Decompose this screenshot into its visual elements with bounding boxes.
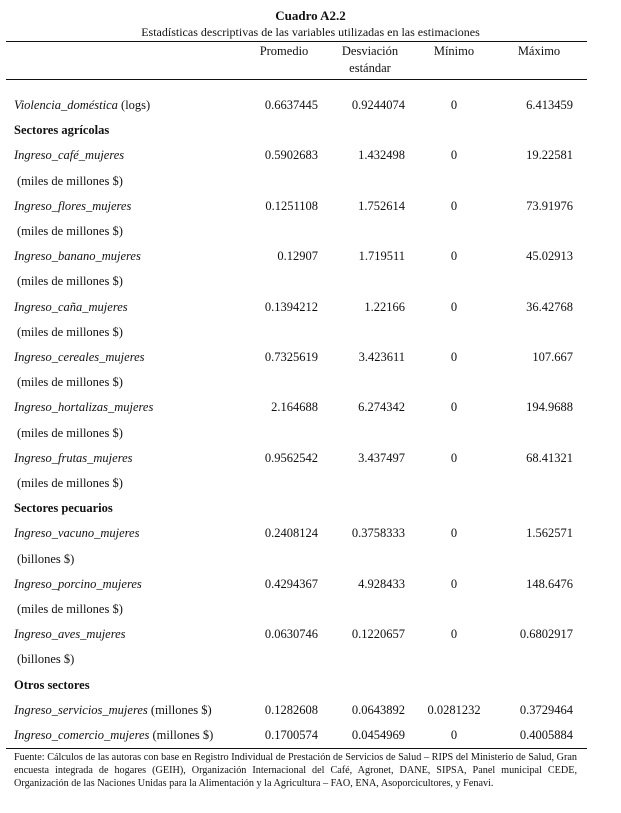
variable-unit: (billones $) <box>17 652 75 666</box>
variable-label <box>14 574 142 594</box>
cell-mean: 0.4294367 <box>264 577 318 591</box>
cell-max: 148.6476 <box>526 577 573 591</box>
variable-label <box>14 624 126 644</box>
table-row <box>0 145 621 165</box>
variable-label <box>14 700 212 720</box>
variable-unit: (miles de millones $) <box>17 325 123 339</box>
cell-sd: 1.719511 <box>358 249 405 263</box>
table-row <box>0 95 621 115</box>
table-row <box>0 700 621 720</box>
cell-sd: 0.0454969 <box>351 728 405 742</box>
cell-max: 73.91976 <box>526 199 573 213</box>
variable-name: Ingreso_flores_mujeres <box>14 199 132 213</box>
variable-unit: (billones $) <box>17 552 75 566</box>
table-row <box>0 347 621 367</box>
variable-label <box>14 246 141 266</box>
variable-label <box>14 145 124 165</box>
variable-unit: (miles de millones $) <box>17 274 123 288</box>
variable-name: Ingreso_aves_mujeres <box>14 627 126 641</box>
variable-label <box>14 725 213 745</box>
cell-sd: 4.928433 <box>358 577 405 591</box>
variable-name: Ingreso_café_mujeres <box>14 148 125 162</box>
top-rule <box>6 41 587 42</box>
cell-max: 6.413459 <box>526 98 573 112</box>
variable-name: Ingreso_vacuno_mujeres <box>14 526 140 540</box>
table-row <box>0 574 621 594</box>
cell-min: 0 <box>450 451 458 465</box>
cell-min: 0 <box>450 577 458 591</box>
cell-max: 0.6802917 <box>519 627 573 641</box>
col-header-mean: Promedio <box>259 44 309 58</box>
unit-row <box>0 372 621 392</box>
variable-unit: (miles de millones $) <box>17 224 123 238</box>
cell-min: 0 <box>450 300 458 314</box>
table-row <box>0 297 621 317</box>
unit-row <box>0 649 621 669</box>
cell-mean: 0.1251108 <box>265 199 318 213</box>
variable-name: Ingreso_servicios_mujeres <box>14 703 148 717</box>
cell-max: 194.9688 <box>526 400 573 414</box>
cell-sd: 6.274342 <box>358 400 405 414</box>
cell-sd: 0.9244074 <box>351 98 405 112</box>
section-header-row <box>0 498 621 518</box>
section-label: Otros sectores <box>14 678 90 692</box>
cell-min: 0 <box>450 526 458 540</box>
unit-row <box>0 423 621 443</box>
variable-suffix: (millones $) <box>149 728 214 742</box>
cell-mean: 0.2408124 <box>264 526 318 540</box>
cell-sd: 1.22166 <box>364 300 405 314</box>
cell-mean: 0.6637445 <box>264 98 318 112</box>
cell-mean: 0.5902683 <box>264 148 318 162</box>
col-header-max: Máximo <box>517 44 561 58</box>
col-header-sd-line2: estándar <box>349 61 391 75</box>
table-title: Cuadro A2.2 <box>275 8 346 23</box>
unit-row <box>0 221 621 241</box>
variable-label <box>14 347 145 367</box>
cell-mean: 0.1700574 <box>264 728 318 742</box>
col-header-min: Mínimo <box>433 44 475 58</box>
cell-mean: 0.1282608 <box>264 703 318 717</box>
unit-row <box>0 599 621 619</box>
variable-name: Violencia_doméstica <box>14 98 118 112</box>
variable-name: Ingreso_cereales_mujeres <box>14 350 145 364</box>
cell-min: 0 <box>450 148 458 162</box>
variable-name: Ingreso_caña_mujeres <box>14 300 128 314</box>
variable-unit: (miles de millones $) <box>17 426 123 440</box>
cell-min: 0 <box>450 350 458 364</box>
variable-suffix: (millones $) <box>147 703 212 717</box>
variable-unit: (miles de millones $) <box>17 602 123 616</box>
variable-suffix: (logs) <box>117 98 151 112</box>
cell-max: 68.41321 <box>526 451 573 465</box>
cell-mean: 0.7325619 <box>264 350 318 364</box>
variable-label <box>14 297 128 317</box>
section-header-row <box>0 675 621 695</box>
variable-label <box>14 523 139 543</box>
cell-sd: 3.437497 <box>358 451 405 465</box>
variable-label <box>14 95 150 115</box>
cell-min: 0 <box>450 400 458 414</box>
cell-sd: 1.432498 <box>358 148 405 162</box>
header-rule <box>6 79 587 80</box>
cell-max: 0.3729464 <box>519 703 573 717</box>
table-row <box>0 246 621 266</box>
bottom-rule <box>6 748 587 749</box>
cell-sd: 0.1220657 <box>351 627 405 641</box>
table-row <box>0 725 621 745</box>
cell-max: 0.4005884 <box>519 728 573 742</box>
variable-label <box>14 448 133 468</box>
table-row <box>0 523 621 543</box>
unit-row <box>0 271 621 291</box>
section-header-row <box>0 120 621 140</box>
variable-name: Ingreso_hortalizas_mujeres <box>14 400 154 414</box>
cell-min: 0 <box>450 728 458 742</box>
variable-name: Ingreso_banano_mujeres <box>14 249 141 263</box>
cell-min: 0 <box>450 627 458 641</box>
cell-mean: 0.12907 <box>277 249 318 263</box>
cell-max: 36.42768 <box>526 300 573 314</box>
cell-min: 0.0281232 <box>427 703 481 717</box>
cell-max: 1.562571 <box>526 526 573 540</box>
variable-unit: (miles de millones $) <box>17 375 123 389</box>
table-row <box>0 397 621 417</box>
col-header-sd-line1: Desviación <box>341 44 399 58</box>
table-row <box>0 448 621 468</box>
variable-label <box>14 397 153 417</box>
cell-mean: 0.1394212 <box>264 300 318 314</box>
table-row <box>0 624 621 644</box>
variable-unit: (miles de millones $) <box>17 174 123 188</box>
cell-sd: 3.423611 <box>358 350 405 364</box>
cell-mean: 0.0630746 <box>264 627 318 641</box>
cell-sd: 1.752614 <box>358 199 405 213</box>
cell-min: 0 <box>450 199 458 213</box>
cell-mean: 0.9562542 <box>264 451 318 465</box>
cell-sd: 0.0643892 <box>351 703 405 717</box>
cell-max: 107.667 <box>532 350 573 364</box>
variable-name: Ingreso_comercio_mujeres <box>14 728 150 742</box>
section-label: Sectores pecuarios <box>14 501 113 515</box>
cell-min: 0 <box>450 249 458 263</box>
source-note: Fuente: Cálculos de las autoras con base en Registro Individual de Prestación de Servicios de Salud – RIPS del Ministerio de Salud, Gran encuesta integrada de hogares (GEIH), Organización Internacional del Café, Agronet, DANE, SIPSA, Panel municipal CEDE, Organización de las Naciones Unidas para la Alimentación y la Agricultura – FAO, ENA, Asoporcicultores, y Fenavi. <box>14 752 577 789</box>
col-header-sd <box>330 43 410 77</box>
cell-max: 19.22581 <box>526 148 573 162</box>
variable-unit: (miles de millones $) <box>17 476 123 490</box>
variable-name: Ingreso_porcino_mujeres <box>14 577 142 591</box>
unit-row <box>0 473 621 493</box>
table-subtitle: Estadísticas descriptivas de las variables utilizadas en las estimaciones <box>141 25 480 39</box>
variable-label <box>14 196 131 216</box>
variable-name: Ingreso_frutas_mujeres <box>14 451 133 465</box>
unit-row <box>0 549 621 569</box>
cell-min: 0 <box>450 98 458 112</box>
section-label: Sectores agrícolas <box>14 123 110 137</box>
cell-sd: 0.3758333 <box>351 526 405 540</box>
unit-row <box>0 171 621 191</box>
unit-row <box>0 322 621 342</box>
table-row <box>0 196 621 216</box>
cell-mean: 2.164688 <box>271 400 318 414</box>
cell-max: 45.02913 <box>526 249 573 263</box>
